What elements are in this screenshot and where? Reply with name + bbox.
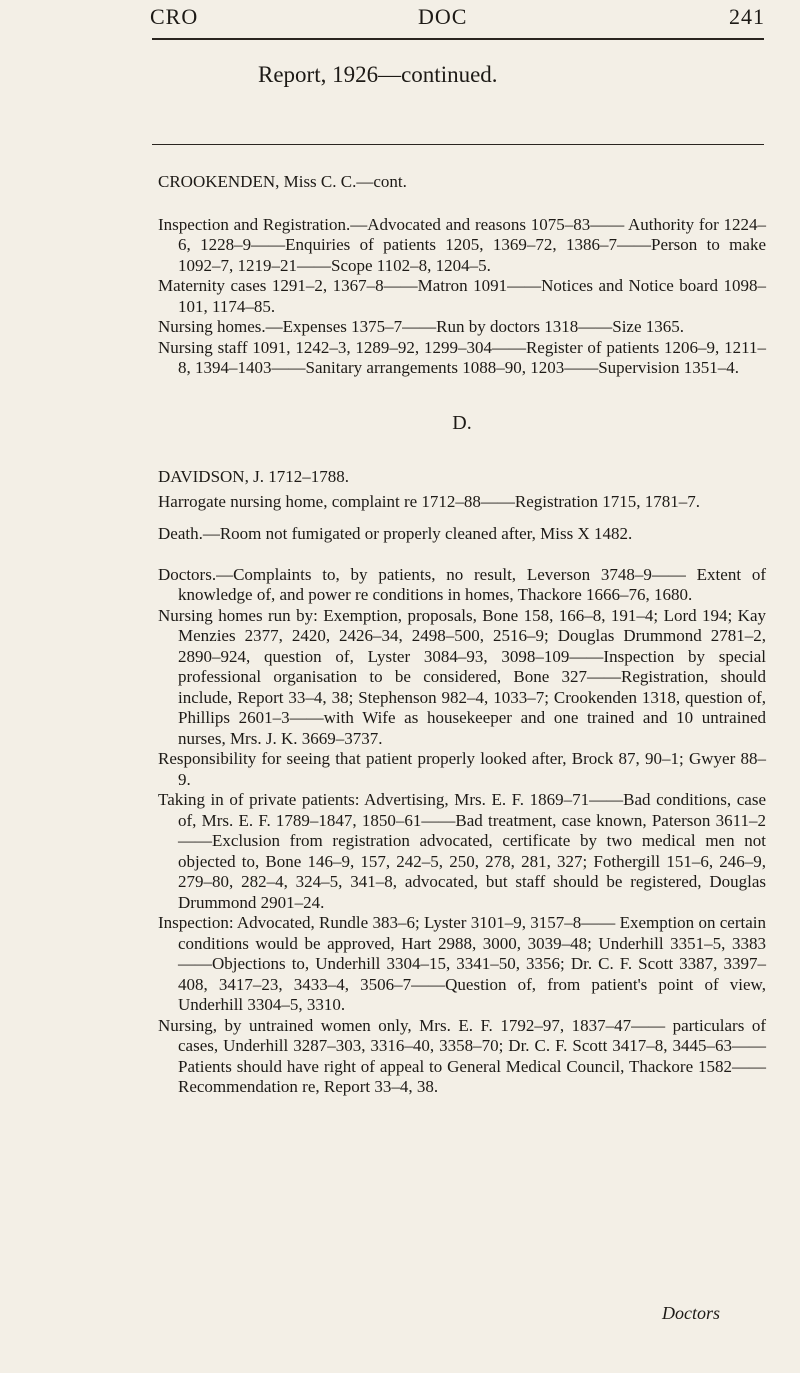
index-entry: Nursing, by untrained women only, Mrs. E. F. 1792–97, 1837–47—— particulars of cases, Underhill 3287–303, 3316–40, 3358–70; Dr. C. F. Scott 3417–8, 3445–63——Patients should have right of appeal to General Medical Council, Thackore 1582——Recommendation re, Report 33–4, 38.	[158, 1015, 766, 1096]
catchword: Doctors	[662, 1303, 720, 1323]
index-entry: Nursing homes run by: Exemption, proposals, Bone 158, 166–8, 191–4; Lord 194; Kay Menzies 2377, 2420, 2426–34, 2498–500, 2516–9; Douglas Drummond 2781–2, 2890–924, question of, Lyster 3084–93, 3098–109——Inspection by special professional organisation to be considered, Bone 327——Registration, should include, Report 33–4, 38; Stephenson 982–4, 1033–7; Crookenden 1318, question of, Phillips 2601–3——with Wife as housekeeper and one trained and 10 untrained nurses, Mrs. J. K. 3669–3737.	[158, 605, 766, 748]
running-header	[150, 4, 765, 36]
section-subtitle: Report, 1926—continued.	[258, 62, 498, 87]
index-body	[158, 172, 766, 1098]
index-entry: Inspection: Advocated, Rundle 383–6; Lyster 3101–9, 3157–8—— Exemption on certain conditions would be approved, Hart 2988, 3000, 3039–48; Underhill 3351–5, 3383——Objections to, Underhill 3304–15, 3341–50, 3356; Dr. C. F. Scott 3387, 3397–408, 3417–23, 3433–4, 3506–7——Question of, from patient's point of view, Underhill 3304–5, 3310.	[158, 913, 766, 1014]
header-center: DOC	[418, 4, 468, 29]
index-heading-crookenden: CROOKENDEN, Miss C. C.—cont.	[158, 172, 407, 191]
index-heading-doctors: Doctors.—Complaints to, by patients, no result, Leverson 3748–9—— Extent of knowledge of, and power re conditions in homes, Thackore 1666–76, 1680.	[158, 564, 766, 604]
index-entry: Taking in of private patients: Advertising, Mrs. E. F. 1869–71——Bad conditions, case of, Mrs. E. F. 1789–1847, 1850–61——Bad treatment, case known, Paterson 3611–2——Exclusion from registration advocated, certificate by two medical men not objected to, Bone 146–9, 157, 242–5, 250, 278, 281, 327; Fothergill 151–6, 246–9, 279–80, 282–4, 324–5, 341–8, advocated, but staff should be registered, Douglas Drummond 2901–24.	[158, 790, 766, 912]
index-entry: Harrogate nursing home, complaint re 1712–88——Registration 1715, 1781–7.	[158, 491, 701, 511]
index-heading-death: Death.—Room not fumigated or properly cleaned after, Miss X 1482.	[158, 524, 633, 543]
index-heading-davidson: DAVIDSON, J. 1712–1788.	[158, 467, 349, 486]
section-letter: D.	[452, 411, 472, 434]
index-entry: Nursing homes.—Expenses 1375–7——Run by doctors 1318——Size 1365.	[158, 317, 685, 336]
index-entry: Inspection and Registration.—Advocated and reasons 1075–83—— Authority for 1224–6, 1228–9——Enquiries of patients 1205, 1369–72, 1386–7——Person to make 1092–7, 1219–21——Scope 1102–8, 1204–5.	[158, 214, 766, 275]
index-entry: Responsibility for seeing that patient properly looked after, Brock 87, 90–1; Gwyer 88–9.	[158, 749, 766, 789]
index-entry: Nursing staff 1091, 1242–3, 1289–92, 1299–304——Register of patients 1206–9, 1211–8, 1394–1403——Sanitary arrangements 1088–90, 1203——Supervision 1351–4.	[158, 337, 766, 377]
page-number: 241	[729, 4, 765, 29]
header-left: CRO	[150, 4, 199, 29]
index-entry: Maternity cases 1291–2, 1367–8——Matron 1091——Notices and Notice board 1098–101, 1174–85.	[158, 276, 766, 316]
subtitle-rule	[152, 144, 764, 145]
header-rule	[152, 38, 764, 40]
